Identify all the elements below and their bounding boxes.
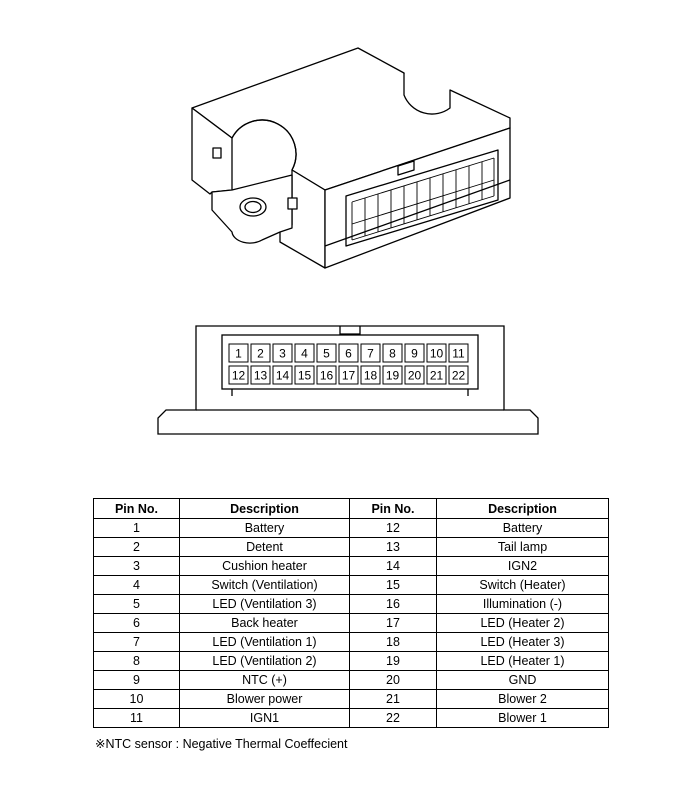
pin-label: 4	[301, 346, 308, 361]
header-description-left: Description	[180, 499, 350, 519]
pin-description-table	[93, 498, 609, 728]
pin-number-cell: 12	[350, 519, 437, 538]
pin-label: 8	[389, 346, 396, 361]
table-row	[94, 519, 609, 538]
description-cell: Switch (Heater)	[437, 576, 609, 595]
description-cell: Blower 2	[437, 690, 609, 709]
pin-number-cell: 10	[94, 690, 180, 709]
description-cell: NTC (+)	[180, 671, 350, 690]
pin-number-cell: 13	[350, 538, 437, 557]
pin-label: 9	[411, 346, 418, 361]
pin-label: 14	[275, 368, 290, 383]
pin-label: 19	[385, 368, 400, 383]
pin-label: 17	[341, 368, 356, 383]
pin-label: 3	[279, 346, 286, 361]
description-cell: Tail lamp	[437, 538, 609, 557]
pin-number-cell: 1	[94, 519, 180, 538]
description-cell: Switch (Ventilation)	[180, 576, 350, 595]
pin-number-cell: 8	[94, 652, 180, 671]
table-row	[94, 652, 609, 671]
pin-number-cell: 4	[94, 576, 180, 595]
pin-number-cell: 6	[94, 614, 180, 633]
pin-number-cell: 2	[94, 538, 180, 557]
header-pin-no-left: Pin No.	[94, 499, 180, 519]
description-cell: LED (Heater 3)	[437, 633, 609, 652]
description-cell: IGN2	[437, 557, 609, 576]
pin-number-cell: 9	[94, 671, 180, 690]
description-cell: Illumination (-)	[437, 595, 609, 614]
pin-label: 22	[451, 368, 466, 383]
description-cell: Battery	[180, 519, 350, 538]
pin-number-cell: 3	[94, 557, 180, 576]
connector-pin-row-2	[229, 366, 468, 384]
pin-number-cell: 14	[350, 557, 437, 576]
pin-label: 20	[407, 368, 422, 383]
description-cell: Cushion heater	[180, 557, 350, 576]
pin-label: 21	[429, 368, 444, 383]
pin-label: 15	[297, 368, 312, 383]
table-row	[94, 671, 609, 690]
description-cell: LED (Ventilation 1)	[180, 633, 350, 652]
table-row	[94, 709, 609, 728]
table-row	[94, 538, 609, 557]
pin-label: 5	[323, 346, 330, 361]
description-cell: Detent	[180, 538, 350, 557]
pin-label: 6	[345, 346, 352, 361]
pin-number-cell: 18	[350, 633, 437, 652]
table-row	[94, 614, 609, 633]
pin-label: 1	[235, 346, 242, 361]
pin-number-cell: 19	[350, 652, 437, 671]
pin-label: 18	[363, 368, 378, 383]
pin-number-cell: 22	[350, 709, 437, 728]
description-cell: LED (Heater 2)	[437, 614, 609, 633]
pin-number-cell: 7	[94, 633, 180, 652]
pin-label: 7	[367, 346, 374, 361]
pin-label: 10	[429, 346, 444, 361]
description-cell: LED (Ventilation 3)	[180, 595, 350, 614]
header-description-right: Description	[437, 499, 609, 519]
pin-number-cell: 11	[94, 709, 180, 728]
description-cell: GND	[437, 671, 609, 690]
table-row	[94, 690, 609, 709]
table-row	[94, 595, 609, 614]
description-cell: IGN1	[180, 709, 350, 728]
pin-label: 11	[452, 346, 465, 361]
description-cell: LED (Ventilation 2)	[180, 652, 350, 671]
pin-number-cell: 16	[350, 595, 437, 614]
pin-label: 13	[253, 368, 268, 383]
module-3d-view	[192, 48, 510, 268]
pin-number-cell: 5	[94, 595, 180, 614]
table-header-row	[94, 499, 609, 519]
pin-number-cell: 20	[350, 671, 437, 690]
description-cell: Blower power	[180, 690, 350, 709]
description-cell: LED (Heater 1)	[437, 652, 609, 671]
description-cell: Battery	[437, 519, 609, 538]
pin-label: 16	[319, 368, 334, 383]
description-cell: Back heater	[180, 614, 350, 633]
footnote: ※NTC sensor : Negative Thermal Coeffecient	[95, 737, 348, 751]
pin-number-cell: 17	[350, 614, 437, 633]
connector-pin-row-1	[229, 344, 468, 362]
pin-label: 2	[257, 346, 264, 361]
header-pin-no-right: Pin No.	[350, 499, 437, 519]
table-row	[94, 633, 609, 652]
table-row	[94, 576, 609, 595]
pin-number-cell: 21	[350, 690, 437, 709]
pin-label: 12	[231, 368, 246, 383]
table-row	[94, 557, 609, 576]
pin-number-cell: 15	[350, 576, 437, 595]
description-cell: Blower 1	[437, 709, 609, 728]
